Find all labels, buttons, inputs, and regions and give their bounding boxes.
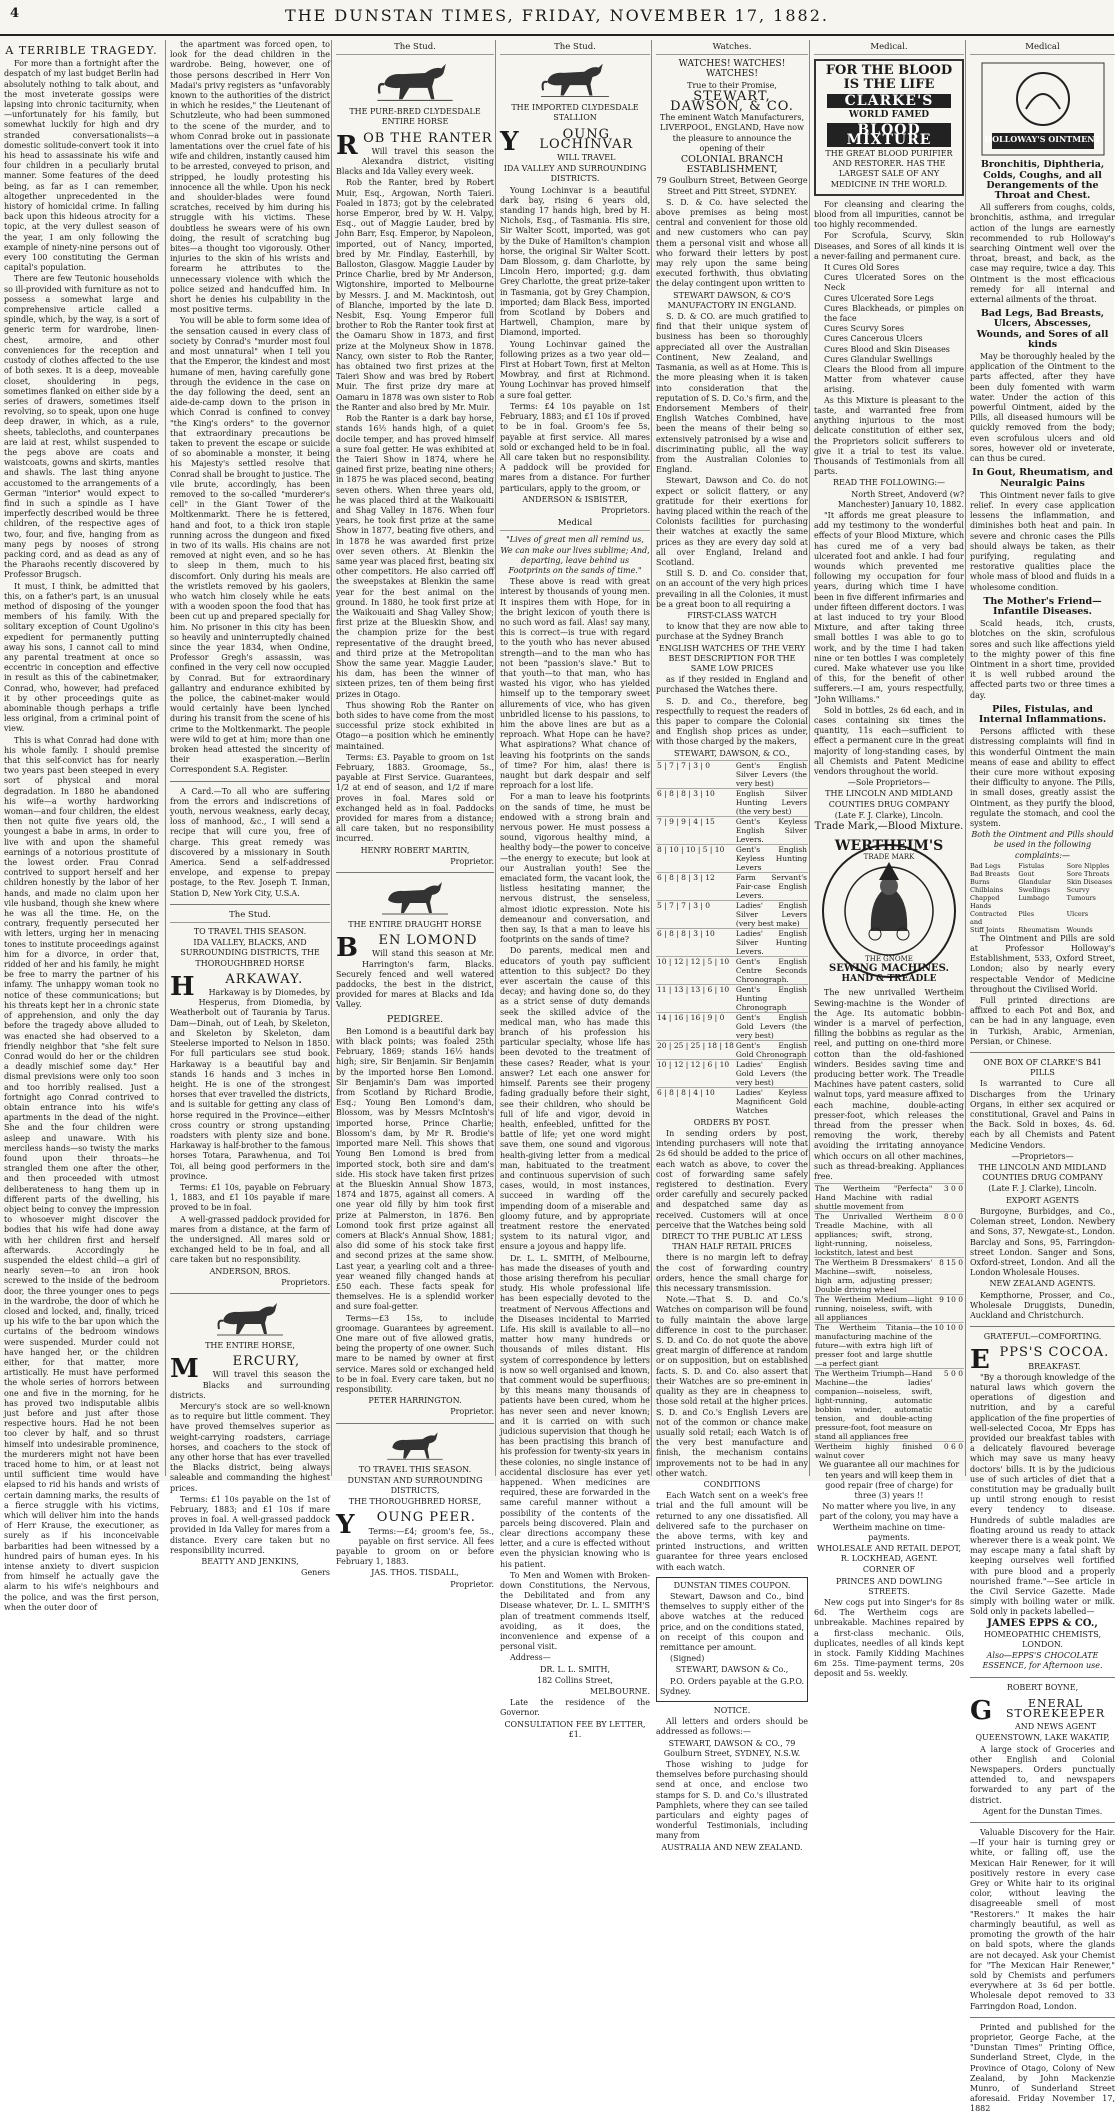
advertiser-signature: HENRY ROBERT MARTIN, (360, 845, 470, 855)
machine-row (814, 1295, 964, 1323)
horse-route: Will travel this season the Alexandra district, visiting Blacks and Ida Valley every week. (336, 146, 494, 177)
purifier-line: THE GREAT BLOOD PURIFIER AND RESTORER. HAS THE LARGEST SALE OF ANY MEDICINE IN THE WORLD. (825, 149, 953, 189)
coupon-po: P.O. Orders payable at the G.P.O. Sydney. (660, 1676, 804, 1696)
clarke-pills-heading: ONE BOX OF CLARKE'S B41 PILLS (983, 1058, 1102, 1078)
machine-price: 5 0 0 (933, 1369, 964, 1442)
ad-paragraph: May be thoroughly healed by the application of the Ointment to the parts affected, after they have been duly fomented with warm water. Under the action of this powerful Ointment, aided by the Pills, all diseased humours will be quickly removed from the body; even scrofulous ulcers and old sores, however old or inveterate, can thus be cured. (970, 352, 1115, 464)
signature-suffix: Geners (301, 1568, 330, 1578)
complaint-item: Scurvy (1066, 885, 1090, 894)
agent-line: Agent for the Dunstan Times. (982, 1806, 1103, 1816)
travel-line: TO TRAVEL THIS SEASON. (193, 927, 307, 937)
cure-item: Cures Cancerous Ulcers (824, 334, 923, 344)
ad-paragraph: This Ointment never fails to give relief. In every case application lessens the inflammation, and diminishes both heat and pain. In severe and chronic cases the Pills should always be taken, as their purifying, regulating and restorative qualities place the whole mass of blood and fluids in a wholesome condition. (970, 490, 1115, 592)
ad-paragraph: Valuable Discovery for the Hair.—If your hair is turning grey or white, or falling off, use the Mexican Hair Renewer, for it will positively restore in every case Grey or White hair to its original color, without leaving the disagreeable smell of most "Restorers." It makes the hair charmingly beautiful, as well as promoting the growth of the hair on bald spots, where the glands are not decayed. Ask your Chemist for "The Mexican Hair Renewer," sold by Chemists and perfumers everywhere at 3s 6d per bottle. Wholesale depot removed to 33 Farringdon Road, London. (970, 1828, 1115, 2011)
price-figures: 10 | 12 | 12 | 6 | 10 (656, 1059, 735, 1087)
complaint-item: Sore Nipples (1066, 861, 1110, 870)
horse-name-lochinvar: Y OUNG LOCHINVAR (500, 126, 634, 157)
horse-name-peer: Y OUNG PEER. (336, 1510, 476, 1541)
article-paragraph: There are few Teutonic households so ill-provided with furniture as not to possess a somewhat large and comprehensive article called a spindle, which, by the way, is a sort of generic term for wardrobe, linen-chest, armoire, and other conveniences for the reception and custody of clothes affected to the use of both sexes. It is a deep, moveable closet, shouldering in pegs, sometimes flanked on either side by a series of drawers, sometimes itself revolving, so to speak, upon one huge deep drawer, in which, as a rule, sheets, tablecloths, and counterpanes are laid at rest, whilst suspended to the pegs above are coats and waistcoats, gowns and skirts, mantles and shawls. The last thing anyone accustomed to the arrangements of a German "interior" would expect to find in such a spindle as I have imperfectly described would be three children, of the respective ages of two, four, and five, hanging from as many pegs by nooses of strong packing cord, and as dead as any of the Pharaohs recently discovered by Professor Brugsch. (4, 274, 159, 580)
doctor-name: DR. L. L. SMITH, (539, 1664, 610, 1674)
wertheim-emblem (814, 836, 964, 984)
horse-description: Rob the Ranter, bred by Robert Muir, Esq., Argowan, North Taieri. Foaled in 1873; got by the celebrated horse Emperor, bred by W. H. Valpy, Esq., out of Maggie Lauder, bred by John Barr, Esq. Emperor, by Napoleon, imported, out of Nancy, imported, bred by Mr. Findlay, Easterhill, by Balloston, Glasgow. Maggie Lauder by Prince Charlie, bred by Mr Anderson, Wigtonshire, imported to Melbourne by Messrs. J. and M. Mackintosh, out of Blanche, imported by the late D. Nesbit, Esq. Young Emperor full brother to Rob the Ranter took first at the Oamaru Show in 1873, and first prize at the Molyneux Show in 1878. Nancy, own sister to Rob the Ranter, has obtained two first prizes at the Taieri Show and was bred by Robert Muir. The first prize dry mare at Oamaru in 1878 was own sister to Rob the Ranter and also bred by Mr. Muir. (336, 178, 494, 412)
price-figures: 20 | 25 | 25 | 18 | 18 (656, 1040, 735, 1059)
guarantee-line: We guarantee all our machines for ten years and will keep them in good repair (free of charge) for three (3) years !! (818, 1460, 960, 1500)
ad-paragraph: A large stock of Groceries and other English and Colonial Newspapers. Orders punctually attended to, and newspapers forwarded to any part of the district. (970, 1744, 1115, 1805)
complaint-item: Glandular (1018, 877, 1052, 886)
blood-mixture-brand: BLOOD MIXTURE (827, 123, 951, 147)
complaint-item: Rheumatism (1018, 925, 1060, 934)
horse-intro: THE PURE-BRED CLYDESDALE ENTIRE HORSE (349, 107, 481, 127)
complaint-item: Burns (970, 877, 990, 886)
complaint-item: Sore Throats (1066, 869, 1110, 878)
lincoln-location: (Late F. J. Clarke), Lincoln. (988, 1184, 1097, 1194)
cure-item: Cures Ulcerated Sore Legs (824, 293, 934, 303)
ad-paragraph: Each Watch sent on a week's free trial and the full amount will be returned to any one dissatisfied. All delivered safe to the purchaser on the above terms, with key and printed instructions, and written guarantee for three years enclosed with each watch. (656, 1491, 808, 1572)
address-label: Address— (510, 1653, 551, 1663)
complaint-item: Gout (1018, 869, 1035, 878)
horse-route: Will stand this season at Mr. Harrington's farm, Blacks. Securely fenced and well watered paddocks, the best in the district, provided for mares at Blacks and Ida Valley. (336, 949, 494, 1010)
holloway-emblem (970, 59, 1115, 156)
horse-name-harkaway: H ARKAWAY. (170, 971, 304, 1002)
ad-paragraph: Burgoyne, Burbidges, and Co., Coleman street, London. Newbery and Sons, 37, Newgate-st., London. Barclay and Sons, 95, Farringdon-street London. Sanger and Sons, Oxford-street, London. And all the London Wholesale Houses. (970, 1206, 1115, 1278)
corner-label: CORNER OF (862, 1565, 916, 1575)
cure-item: Cures Blackheads, or pimples on the face (824, 303, 964, 324)
watch-description: Gent's English Silver Levers (the very best) (735, 760, 807, 788)
article-paragraph: For more than a fortnight after the despatch of my last budget Berlin had absolutely nothing to talk about, and the most inveterate gossips were lapsing into chronic taciturnity, when—unfortunately for his family, but somewhat luckily for high and dry stranded conversationalists—a domestic solitude-convert took it into his head to assassinate his wife and four children in a peculiarly brutal manner. Some features of the deed being, as far as I can remember, altogether unprecedented in the history of homicidal crime. In falling back upon this hideous atrocity for a topic, at the very dullest season of the year, I am only following the example of ninety-nine persons out of every 100 constituting the German capital's population. (4, 59, 159, 273)
article-paragraph: For a man to leave his footprints on the sands of time, he must be endowed with a strong brain and nervous power. He must possess a sound, vigorous healthy mind, a healthy body—the power to conceive—the energy to execute; but look at our Australian youth! See the emaciated form, the vacant look, the listless hesitating manner, the nervous distrust, the senseless, almost idiotic expression. Note his demeanour and conversation, and then say, Is that a man to leave his footprints on the sands of time? (500, 792, 650, 945)
ad-paragraph: S. D. & CO. are much gratified to find that their unique system of business has been so thoroughly appreciated all over the Australian Continent, New Zealand, and Tasmania, as well as at Home. This is the more pleasing when it is taken into consideration that the reputation of S. D. Co.'s firm, and the Endorsement Members of their English Watches Combined, have been the means of their being so extensively patronised by a wise and discriminating public, all the way from the Australian Colonies to England. (656, 312, 808, 475)
price-row (656, 984, 808, 1012)
horse-intro: THE ENTIRE DRAUGHT HORSE (348, 920, 482, 930)
complaint-item: Lumbago (1018, 893, 1050, 902)
storekeeper-title: G ENERAL STOREKEEPER (970, 1695, 1106, 1726)
watch-description: Ladies' Keyless Magnificent Gold Watches (735, 1087, 807, 1115)
horse-icon (375, 59, 455, 103)
watch-description: Gent's Keyless English Silver Levers. (735, 816, 807, 844)
price-row (656, 844, 808, 872)
watch-description: Farm Servant's Fair-case English Levers. (735, 872, 807, 900)
cure-item: Cures Blood and Skin Diseases (824, 344, 950, 354)
horse-description: Young Lochinvar is a beautiful dark bay, rising 6 years old, standing 17 hands high, bred by H. Nichols, Esq., of Tasmania. His sire, Sir Walter Scott, imported, was got by the Duke of Hamilton's champion horse, the original Sir Walter Scott. Dam Blossom, g. dam Charlotte, by Lincoln Hero, imported; g.g. dam Grey Charlotte, the great prize-taker in Tasmania, got by Grey Champion, imported; dam Black Bess, imported from Scotland by Dobers and Hartwell, Champion, mare by Diamond, imported. (500, 185, 650, 338)
ad-paragraph: "By a thorough knowledge of the natural laws which govern the operations of digestion and nutrition, and by a careful application of the fine properties of well-selected Cocoa, Mr Epps has provided our breakfast tables with a delicately flavoured beverage which may save us many heavy doctors' bills. It is by the judicious use of such articles of diet that a constitution may be gradually built up until strong enough to resist every tendency to disease. Hundreds of subtle maladies are floating around us ready to attack wherever there is a weak point. We may escape many a fatal shaft by keeping ourselves well fortified with pure blood and a properly nourished frame."—See article in the Civil Service Gazette. Made simply with boiling water or milk. Sold only in packets labelled— (970, 1372, 1115, 1617)
time-payment-line: No matter where you live, in any part of the colony, you may have a Wertheim machine on time-payments. (819, 1502, 959, 1542)
machine-price: 3 0 0 (933, 1184, 964, 1212)
ad-paragraph: Persons afflicted with these distressing complaints will find in this wonderful Ointment the main means of ease and ability to effect their cure more without exposing their difficulty to anyone. The Pills, in small doses, greatly assist the Ointment, as they purify the blood, regulate the stomach, and cool the system. (970, 727, 1115, 828)
gnome-label: THE GNOME (865, 954, 913, 963)
machine-price-table (814, 1183, 964, 1460)
epps-subtitle: HOMEOPATHIC CHEMISTS, LONDON. (983, 1629, 1102, 1650)
read-following: READ THE FOLLOWING:— (832, 478, 946, 488)
section-header: The Stud. (500, 42, 650, 55)
horse-intro: THE THOROUGHBRED HORSE, (348, 1497, 482, 1507)
divider (336, 872, 494, 873)
horse-description: Young Lochinvar gained the following prizes as a two year old—First at Hobart Town, first at Melton Mowbray, and first at Richmond. Young Lochinvar has proved himself a sure foal getter. (500, 339, 650, 400)
machine-row (814, 1212, 964, 1258)
complaint-item: Bad Legs (970, 861, 1001, 870)
section-header: Medical (970, 42, 1115, 55)
watch-description: Gent's English Hunting Chronograph (735, 984, 807, 1012)
ad-paragraph: Full printed directions are affixed to each Pot and Box, and can be had in any language, even in Turkish, Arabic, Armenian, Persian, or Chinese. (970, 996, 1115, 1046)
advertiser-signature: JAS. THOS. TISDALL, (371, 1568, 459, 1578)
column-6 (809, 40, 964, 1679)
price-row (656, 900, 808, 928)
article-paragraph: To Men and Women with Broken-down Constitutions, the Nervous, the Debilitated and from any Disease whatever, Dr. L. L. SMITH'S plan of treatment commends itself, avoiding, as it does, the inconvenience and expense of a personal visit. (500, 1570, 650, 1652)
column-5 (651, 40, 808, 1852)
breakfast-label: BREAKFAST. (1028, 1361, 1081, 1371)
ad-paragraph: Note.—That S. D. and Co.'s Watches on comparison will be found to fully maintain the above large difference in cost to the purchaser. S. D. and Co. do not quote the above great margin of difference at random or on supposition, but on established facts. S. D. and Co. also assert that their Watches are so pre-eminent in quality as they are in cheapness to those sold retail at the higher prices. S. D. and Co.'s English Levers are not of the common or chance make usually sold retail; each Watch is of the very best manufacture and finish, the mechanism contains improvements not to be had in any other watch. (656, 1295, 808, 1478)
world-famed: WORLD FAMED (848, 110, 930, 121)
divider (170, 781, 330, 782)
section-header: The Stud. (336, 42, 494, 55)
article-paragraph: This is what Conrad had done with his whole family. I should premise that this self-convict has for nearly two years past been steeped in every sort of physical and moral degradation. In 1880 he abandoned his wife—a worthy hardworking woman—and four children, the eldest then not quite five years old, the youngest a babe in arms, in order to live with and upon the shameful earnings of a notorious prostitute of the lowest order. Frau Conrad contrived to support herself and her children honestly by the labor of her hands, and made no claim upon her vile husband, though she knew where he was all the time. He, on the contrary, frequently persecuted her with letters, urging her in menacing tones to institute proceedings against him for a divorce, in order that, ridded of her and his family, he might be free to marry the partner of his infamy. The unhappy woman took no notice of these communications; but his threats kept her in a chronic state of apprehension, and only the day before the tragedy above alluded to was enacted she had observed to a friendly neighbor that "she felt sure Conrad would do her or the children a deadly mischief some day." Her dismal previsions were only too soon and too horribly realised. Just a fortnight ago Conrad contrived to obtain entrance into his wife's apartments in the dead of the night. She and the four children were asleep and unaware. With his merciless hands—so twisty the marks found upon their throats—he strangled them one after the other, and then proceeded with utmost deliberateness to hang them up in different parts of the dwelling, his object being to convey the impression to whosoever might discover the bodies that his wife had done away with her children first and herself afterwards. Accordingly he suspended the eldest child—a girl of nearly seven—to an iron hook screwed to the inside of the bedroom door, the three younger ones to pegs in the wardrobe, the door of which he closed and locked, and, finally, triced up his wife to the bar upon which the curtains of the bedroom windows were suspended. Murder could not have hanged her, or the children either, for that matter, more artistically. He must have performed the whole series of horrors between one and five in the morning, for he has proved two indisputable alibis just before and just after those respective hours. Had he not been too clever by half, and so thrust himself into undesirable prominence, the murderers might not have been traced home to him, or at least not until sufficient time would have elapsed to rid his hands and wrists of certain damning marks, the results of a fierce struggle with his victims, which will deliver him into the hands of Herr Krause, the executioner, as surely as if his inconceivable barbarities had been witnessed by a hundred pairs of human eyes. In his intense anxiety to divert suspicion from himself he actually gave the alarm to his wife's neighbours and the police, and was the first person, when the outer door of (4, 735, 159, 1612)
complaint-item: Fistulas (1018, 861, 1045, 870)
ad-paragraph: as if they resided in England and purchased the Watches there. (656, 675, 808, 695)
price-row (656, 956, 808, 984)
cure-item: Cures Ulcerated Sores on the Neck (824, 273, 964, 293)
price-table-header: STEWART, DAWSON, & CO., (673, 748, 791, 758)
price-row (656, 788, 808, 816)
ad-paragraph: All letters and orders should be addressed as follows:— (656, 1717, 808, 1737)
travel-line: WILL TRAVEL (557, 153, 616, 163)
machine-price: 8 0 0 (933, 1212, 964, 1258)
consultation-fee: CONSULTATION FEE BY LETTER, £1. (504, 1719, 646, 1739)
complaint-item: Piles (1018, 909, 1035, 918)
divider (170, 904, 330, 905)
notice-heading: NOTICE. (713, 1705, 751, 1715)
machine-row (814, 1258, 964, 1295)
cures-list (814, 263, 964, 396)
price-table (656, 760, 808, 1115)
complaint-item: Chilblains (970, 885, 1004, 894)
horse-intro: THE IMPORTED CLYDESDALE STALLION (511, 103, 639, 123)
ad-note: Both the Ointment and Pills should be used in the following complaints:— (971, 830, 1114, 860)
watch-description: Gent's English Centre Seconds Chronograph. (735, 956, 807, 984)
ad-paragraph: For cleansing and clearing the blood from all impurities, cannot be too highly recommended. (814, 199, 964, 230)
cure-item: Cures Glandular Swellings (824, 354, 933, 364)
testimonial: "It affords me great pleasure to add my testimony to the wonderful effects of your Blood Mixture, which has cured me of a very bad ulcerated foot and ankle. I had four wounds which prevented me following my occupation for four years, during which time I have been in five different infirmaries and under fifteen different doctors. I was at last induced to try your Blood Mixture, and after taking three small bottles I was able to go to work, and by the time I had taken nine or ten bottles I was completely cured. Make whatever use you like of this, for the benefit of other sufferers.—I am, yours respectfully, "John Williams." (814, 510, 964, 704)
horse-paddock: A well-grassed paddock provided for mares from a distance, at the farm of the undersigned. All mares sold or exchanged held to be in foal, and all care taken but no responsibility. (170, 1214, 330, 1265)
price-figures: 6 | 8 | 8 | 3 | 10 (656, 788, 735, 816)
proprietor-label: Proprietor. (450, 1407, 494, 1417)
machine-price: 9 10 0 (933, 1295, 964, 1323)
ad-paragraph: Still S. D. and Co. consider that, on an account of the very high prices prevailing in all the Colonies, it must be a great boon to all requiring a (656, 569, 808, 609)
notice-address: STEWART, DAWSON & CO., 79 Goulburn Street, SYDNEY, N.S.W. (663, 1738, 801, 1758)
complaint-item: Skin Diseases (1066, 877, 1113, 886)
machine-price: 8 15 0 (933, 1258, 964, 1295)
first-class-heading: FIRST-CLASS WATCH (687, 610, 777, 620)
horse-name-rob: ROB THE RANTER (336, 130, 493, 161)
branch-address: 79 Goulburn Street, Between George Street and Pitt Street, SYDNEY. (656, 176, 808, 196)
nz-heading: NEW ZEALAND AGENTS. (989, 1279, 1096, 1289)
ad-paragraph: Stewart, Dawson and Co. do not expect or solicit flattery, or any gratitude for their exertions for having placed within the reach of the Colonists facilities for purchasing their watches at exactly the same prices as they are every day sold at all over England, Ireland and Scotland. (656, 476, 808, 567)
price-figures: 10 | 12 | 12 | 5 | 10 (656, 956, 735, 984)
horse-name-ben: B EN LOMOND (336, 933, 478, 964)
conditions-heading: CONDITIONS (703, 1479, 761, 1489)
divider (970, 1822, 1115, 1823)
ad-subhead: Piles, Fistulas, and Internal Inflammations. (978, 703, 1107, 725)
lincoln-location: (Late F. J. Clarke), Lincoln. (834, 810, 944, 820)
page-number: 4 (10, 6, 20, 21)
advertiser-signature: PETER HARRINGTON. (368, 1396, 462, 1406)
horse-description: Thus showing Rob the Ranter on both sides to have come from the most successful prize stock exhibited in Otago—a position which he eminently maintained. (336, 700, 494, 751)
machine-name: The Wertheim "Perfecta" Hand Machine with radial shuttle movement from (815, 1184, 933, 1212)
ad-paragraph: to know that they are now able to purchase at the Sydney Branch (656, 622, 808, 642)
masthead (0, 0, 1114, 36)
classified-ad: A Card.—To all who are suffering from the errors and indiscretions of youth, nervous weakness, early decay, loss of manhood, &c., I will send a recipe that will cure you, free of charge. This great remedy was discovered by a missionary in South America. Send a self-addressed envelope, and expense to prepay postage, to the Rev. Joseph T. Inman, Station D, New York City, U.S.A. (170, 786, 330, 898)
watch-description: Gent's English Keyless Hunting Levers (735, 844, 807, 872)
branch-heading: COLONIAL BRANCH ESTABLISHMENT, (680, 154, 784, 176)
horse-terms: Terms: £3. Payable to groom on 1st February, 1883. Groomage, 5s., payable at First Service. Guarantees, 1/2 at end of season, and 1/2 if mare proves in foal. Mares sold or exchanged held as in foal. Paddocks provided for mares from a distance; all care taken, but no responsibility incurred. (336, 752, 494, 844)
ad-paragraph: there is no margin left to defray the cost of forwarding country orders, hence the small charge for this necessary transmission. (656, 1253, 808, 1294)
price-row (656, 816, 808, 844)
coupon-signed: (Signed) (670, 1654, 705, 1664)
price-row (656, 1087, 808, 1115)
divider (170, 1293, 330, 1294)
wertheim-brand: WERTHEIM'S (834, 838, 944, 855)
australia-line: AUSTRALIA AND NEW ZEALAND. (661, 1842, 803, 1852)
article-paragraph: You will be able to form some idea of the sensation caused in every class of society by Conrad's "murder most foul and most unnatural" when I tell you that the Emperor, the kindest and most humane of men, having carefully gone through the evidence in the case on the day following the deed, sent an aide-de-camp down to the prison in which Conrad is confined to convey "the King's orders" to the governor that extraordinary precautions be taken to prevent the escape or suicide of so abominable a monster, it being his Majesty's settled resolve that Conrad shall be brought to justice. The vile brute, accordingly, has been removed to the so-called "murderer's cell" in the Giant Tower of the Moltkenmarkt. There he is fettered, hand and foot, to a thick iron staple running across the dungeon and fixed in two of its walls. His chains are not removed at night even, and so he has to sleep in them, much to his discomfort. Only during his meals are the wristlets removed by his gaolers, who watch him closely while he eats with a wooden spoon the food that has been cut up and prepared specially for him. No prisoner in this city has been so heavily and uninterruptedly chained since the year 1834, when Ondine, Professor Gregh's assassin, was confined in the very cell now occupied by Conrad. But for extraordinary gallantry and endurance exhibited by the police, the cabinet-maker would would certainly have been lynched during his transit from the scene of his crime to the Moltkenmarkt. The people were wild to get at him; more than one broken head attested the sincerity of their exasperation.—Berlin Correspondent S.A. Register. (170, 316, 330, 775)
watch-banner: WATCHES! WATCHES! WATCHES! (678, 59, 786, 80)
cure-item: Clears the Blood from all impure Matter from whatever cause arising. (824, 365, 964, 395)
column-3 (331, 40, 494, 1589)
complaints-grid (970, 862, 1115, 934)
lincoln-company: THE LINCOLN AND MIDLAND COUNTIES DRUG COMPANY (825, 789, 953, 809)
price-figures: 5 | 7 | 7 | 3 | 0 (656, 900, 735, 928)
price-row (656, 928, 808, 956)
ad-paragraph: The new unrivalled Wertheim Sewing-machine is the Wonder of the Age. Its automatic bobbin-winder is a marvel of perfection, filling the bobbins as regular as the reel, and putting on one-third more cotton than the old-fashioned winders. Besides saving time and producing better work. The Treadle Machines have patent casters, solid walnut tops, yard measure affixed to each machine, double-acting presser-foot, which releases the thread from the presser when removing the work, thereby avoiding the irritating annoyance which occurs on all other machines, such as thread-breaking. Appliances free. (814, 988, 964, 1182)
ad-subhead: The Mother's Friend—Infantile Diseases. (983, 595, 1102, 617)
machine-row (814, 1323, 964, 1369)
ad-paragraph: As this Mixture is pleasant to the taste, and warranted free from anything injurious to the most delicate constitution of either sex, the Proprietors solicit sufferers to give it a trial to test its value. Thousands of Testimonials from all parts. (814, 395, 964, 477)
complaint-item: Tumours (1066, 893, 1096, 902)
horse-terms: Terms: £1 10s, payable on February 1, 1883, and £1 10s payable if mare proved to be in foal. (170, 1182, 330, 1213)
price-figures: 6 | 8 | 8 | 4 | 10 (656, 1087, 735, 1115)
horse-route: Will travel this season the Blacks and surrounding districts. (170, 1370, 330, 1400)
horse-icon (380, 878, 450, 916)
machine-row (814, 1369, 964, 1442)
grateful-line: GRATEFUL—COMFORTING. (983, 1332, 1102, 1342)
divider (970, 2017, 1115, 2018)
section-header: Medical (500, 518, 650, 531)
direct-heading: DIRECT TO THE PUBLIC AT LESS THAN HALF RETAIL PRICES (661, 1232, 803, 1252)
horse-intro: THE ENTIRE HORSE, (205, 1340, 295, 1350)
horse-terms: Terms:—£4; groom's fee, 5s., payable on first service. All fees payable to groom on or before February 1, 1883. (336, 1526, 494, 1567)
price-figures: 14 | 16 | 16 | 9 | 0 (656, 1012, 735, 1040)
advertiser-signature: BEATTY AND JENKINS, (201, 1557, 299, 1567)
ad-paragraph: New cogs put into Singer's for 8s 6d. The Wertheim cogs are unbreakable. Machines repaired by a first-class mechanic. Oils, duplicates, needles of all kinds kept in stock. Family Kidding Machines 6m 25s. Time-payment terms, 20s deposit and 5s. weekly. (814, 1597, 964, 1679)
boyne-name: ROBERT BOYNE, (1006, 1682, 1079, 1692)
watch-description: Gent's English Gold Levers (the very best) (735, 1012, 807, 1040)
advertiser-signature: ANDERSON, BROS. (209, 1266, 291, 1276)
ad-subhead: Bad Legs, Bad Breasts, Ulcers, Abscesses, Wounds, and Sores of all kinds (976, 308, 1109, 350)
cure-item: It Cures Old Sores (824, 263, 900, 273)
travel-line: TO TRAVEL THIS SEASON. (358, 1464, 472, 1474)
divider (336, 1423, 494, 1424)
watch-description: Gent's English Gold Chronograph (735, 1040, 807, 1059)
epps-company: JAMES EPPS & CO., (987, 1617, 1098, 1629)
ad-subhead: Bronchitis, Diphtheria, Colds, Coughs, and all Derangements of the Throat and Chest. (980, 159, 1105, 202)
hand-treadle-label: HAND & TREADLE (841, 974, 937, 985)
watch-description: Ladies' English Silver Levers (very best make) (735, 900, 807, 928)
ad-paragraph: For Scrofula, Scurvy, Skin Diseases, and Sores of all kinds it is a never-failing and permanent cure. (814, 231, 964, 261)
factory-line: STEWART DAWSON, & CO'S MANUFACTORY IN ENGLAND. (667, 290, 797, 310)
epps-title: EPPS'S COCOA. (970, 1345, 1110, 1376)
ad-paragraph: Those wishing to judge for themselves before purchasing should send at once, and enclose two stamps for S. D. and Co.'s illustrated Pamphlets, where they can see tailed particulars and eighty pages of wonderful Testimonials, including many from (656, 1760, 808, 1841)
export-heading: EXPORT AGENTS (1005, 1195, 1080, 1205)
horse-description: Harkaway is by Diomedes, by Hesperus, from Diomedia, by Weatherbolt out of Taurania by Tarus. Dam—Dinah, out of Leah, by Skeleton, and Skeleton by Skeleton, dam Steelerse imported to Nelson in 1850. For full particulars see stud book. Harkaway is a beautiful bay and stands 16 hands and 3 inches in height. He is one of the strongest horses that ever travelled the districts, and is suitable for getting any class of horse required in the Province—either cross country or strong upstanding roadsters with plenty size and bone. Harkaway is half-brother to the famous horses Totara, Parawhenua, and Toi Toi, all being good performers in the province. (170, 988, 330, 1181)
queenstown-line: QUEENSTOWN, LAKE WAKATIP, (975, 1733, 1110, 1743)
ad-paragraph: All sufferers from coughs, colds, bronchitis, asthma, and irregular action of the lungs are earnestly recommended to rub Holloway's searching Ointment well over the throat, breast, and back, as the case may require, twice a day. This Ointment is the most efficacious remedy for all internal and external ailments of the throat. (970, 203, 1115, 305)
horse-terms: Terms: £1 10s payable on the 1st of February, 1883; and £1 10s if mare proves in foal. A well-grassed paddock provided in Ida Valley for mares from a distance. Every care taken but no responsibility incurred. (170, 1494, 330, 1555)
horse-icon (539, 59, 611, 99)
tagline: True to their Promise, (687, 80, 777, 90)
column-4 (495, 40, 651, 1739)
machine-price: 0 6 0 (933, 1442, 964, 1461)
complaint-item: Ulcers (1066, 909, 1089, 918)
ad-subhead: In Gout, Rheumatism, and Neuralgic Pains (972, 467, 1113, 489)
horse-description: Mercury's stock are so well-known as to require but little comment. They have proved themselves superior as weight-carrying roadsters, carriage horses, and coachers to the stock of any other horse that has ever travelled the Blacks district, being always saleable and commanding the highest prices. (170, 1401, 330, 1493)
section-header: Medical. (814, 42, 964, 55)
article-headline: A TERRIBLE TRAGEDY. (5, 44, 158, 57)
machine-name: The Unrivalled Wertheim Treadle Machine, with all appliances; swift, strong, light-running, noiseless, lockstitch, latest and best (815, 1212, 933, 1258)
doctor-street: 182 Collins Street, (537, 1675, 613, 1685)
horse-terms: Terms—£3 15s, to include groomage. Guarantees by agreement. One mare out of five allowed gratis, being the property of one owner. Such mare to be named by owner at first service. Mares sold or exchanged held to be in foal. Every care taken, but no responsibility. (336, 1313, 494, 1394)
proprietors-label: Proprietors. (281, 1277, 330, 1287)
horse-name-mercury: M ERCURY, (170, 1354, 301, 1385)
ad-paragraph: Scald heads, itch, crusts, blotches on the skin, scrofulous sores and such like affections yield to the mighty power of this fine Ointment in a short time, provided it is well rubbed around the affected parts two or three times a day. (970, 619, 1115, 700)
ad-paragraph: Is warranted to Cure all Discharges from the Urinary Organs, in either sex acquired or constitutional, Gravel and Pains in the Back. Sold in boxes, 4s. 6d. each by all Chemists and Patent Medicine Vendors. (970, 1079, 1115, 1150)
section-header: The Stud. (170, 910, 330, 923)
holloway-brand: HOLLOWAY'S OINTMENT (984, 134, 1101, 145)
depot-address: PRINCES AND DOWLING STREETS. (835, 1576, 943, 1596)
divider (970, 1326, 1115, 1327)
clarke-ad-box (814, 59, 964, 196)
watch-description: Ladies' English Gold Levers (the very best) (735, 1059, 807, 1087)
price-figures: 5 | 7 | 7 | 3 | 0 (656, 760, 735, 788)
article-paragraph: It must, I think, be admitted that this, on a father's part, is an unusual method of disposing of the younger members of his family. With the solitary exception of Count Ugolino's expedient for permanently putting away his sons, I cannot call to mind any parental treatment at once so eccentric in conception and effective in result as this of the cabinetmaker, Conrad, who, however, had prefaced it by other proceedings quite as abominable though perhaps a trifle less original, from a criminal point of view. (4, 581, 159, 734)
districts-line: IDA VALLEY, BLACKS, AND SURROUNDING DISTRICTS, THE THOROUGHBRED HORSE (180, 938, 320, 968)
watch-description: English Silver Hunting Levers (the very best) (735, 788, 807, 816)
horse-description: Rob the Ranter is a dark bay horse, stands 16½ hands high, of a quiet docile temper, and has proved himself a sure foal getter. He was exhibited at the Taieri Show in 1874, where he gained first prize, beating nine others; in 1875 he was placed second, beating seven others. When three years old, he was placed third at the Waikouaiti and Shag Valley in 1876. When four years, he took first prize at the same Show in 1877, beating five others, and in 1878 he was awarded first prize over seven others. At Blenkin the same year was placed first, beating six other competitors. He also carried off the sweepstakes at Blenkin the same year for the best animal on the ground. In 1880, he took first prize at the Waikouaiti and Shag Valley Show; first prize at the Blueskin Show, and the champion prize for the best representative of the draught breed, and third prize at the Metropolitan Show the same year. Maggie Lauder, his dam, has been the winner of sixteen prizes, ten of them being first prizes in Otago. (336, 414, 494, 699)
coupon-text: Stewart, Dawson and Co., bind themselves to supply either of the above watches at the reduced price, and on the conditions stated, on receipt of this coupon and remittance per amount. (660, 1591, 804, 1652)
ad-paragraph: In sending orders by post, intending purchasers will note that 2s 6d should be added to the price of each watch as above, to cover the cost of forwarding same safely registered to destination. Every order carefully and securely packed and despatched same day as received. Customers will at once perceive that the Watches being sold (656, 1129, 808, 1230)
complaint-item: Chapped Hands (970, 893, 1000, 910)
price-row (656, 1059, 808, 1087)
proprietor-label: Proprietor. (450, 1579, 494, 1589)
price-figures: 11 | 13 | 13 | 6 | 10 (656, 984, 735, 1012)
cure-item: Cures Scurvy Sores (824, 324, 904, 334)
complaint-item: Stiff Joints (970, 925, 1005, 934)
article-paragraph: These above is read with great interest by thousands of young men. It inspires them with Hope, for in the bright lexicon of youth there is no such word as fail. Alas! say many, this is correct—is true with regard to the youth who has never abused strength—and to the man who has not been "passion's slave." But to that youth—to that man, who has wasted his vigor, who has yielded himself up to the temporary sweet allurements of vice, who has given unbridled license to his passions, to him the above lines are but as a reproach. What Hope can he have? What aspirations? What chance of leaving his footprints on the sands of time? For him, alas! there is naught but dark despair and self reproach for a lost life. (500, 577, 650, 791)
trademark-line: Trade Mark,—Blood Mixture. (814, 821, 964, 833)
ad-paragraph: Kempthorne, Prosser, and Co., Wholesale Druggists, Dunedin, Auckland and Christchurch. (970, 1290, 1115, 1320)
masthead-title: THE DUNSTAN TIMES, FRIDAY, NOVEMBER 17, 1882. (285, 6, 829, 25)
horse-route: IDA VALLEY AND SURROUNDING DISTRICTS. (503, 164, 647, 184)
coupon-signature: STEWART, DAWSON & Co., (675, 1665, 789, 1675)
complaint-item: Swellings (1018, 885, 1051, 894)
blood-slogan: FOR THE BLOOD IS THE LIFE (825, 63, 953, 93)
machine-row (814, 1184, 964, 1212)
price-row (656, 760, 808, 788)
machine-name: Wertheim highly finished walnut cover (815, 1442, 933, 1461)
epps-also: Also—EPPS'S CHOCOLATE ESSENCE, for Afternoon use. (982, 1651, 1103, 1671)
english-watches-heading: ENGLISH WATCHES OF THE VERY BEST DESCRIPTION FOR THE SAME LOW PRICES (658, 643, 806, 673)
trade-mark-label: TRADE MARK (863, 852, 915, 861)
section-header: Watches. (656, 42, 808, 55)
article-paragraph: the apartment was forced open, to look for the dead children in the wardrobe. Being, however, one of those persons described in Herr Von Madai's privy registers as "unfavorably known to the authorities of the district in which he resides," the Lieutenant of Schutzleute, who had been summoned to the scene of the murder, and to whom Conrad broke out in passionate lamentations over the cruel fate of his wife and children, instantly caused him to be arrested, conveyed to prison, and stripped, he loudly protesting his innocence all the while. Upon his neck and shoulder-blades were found scratches, received by him during his struggle with his victims. These doubtless he swears were of his own doing, the result of scratching bug bites—a thought too vigorously. Other injuries to the skin of his wrists and forearm he attributes to the unnecessary violence with which the police seized and handcuffed him. In short he denies his culpability in the most positive terms. (170, 40, 330, 315)
price-row (656, 1012, 808, 1040)
machine-name: The Wertheim Titania—the manufacturing machine of the future—with extra high lift of presser foot and large shuttle—a perfect giant (815, 1323, 933, 1369)
horse-icon (215, 1299, 285, 1337)
price-figures: 7 | 9 | 9 | 4 | 15 (656, 816, 735, 844)
company-name: STEWART, DAWSON, & CO. (670, 88, 794, 115)
ad-paragraph: S. D. and Co., therefore, beg respectfully to request the readers of this paper to compare the Colonial and English shop prices as under, with those charged by the makers, (656, 696, 808, 747)
complaint-item: Bad Breasts (970, 869, 1010, 878)
divider (970, 1052, 1115, 1053)
sewing-machines-label: SEWING MACHINES. (829, 963, 949, 975)
price-figures: 6 | 8 | 8 | 3 | 10 (656, 928, 735, 956)
ad-paragraph: S. D. & Co. have selected the above premises as being most central and convenient for those old and new customers who can pay them a personal visit and whose all who forward their letters by post may rely upon the same being executed forthwith, thus obviating the delay contingent upon written to (656, 197, 808, 289)
company-intro: The eminent Watch Manufacturers, LIVERPOOL, ENGLAND, Have now the pleasure to announce the opening of their (659, 113, 804, 153)
doctor-city: MELBOURNE. (589, 1687, 650, 1697)
column-1 (4, 40, 159, 1612)
testimonial-location: North Street, Andoverd (w? Manchester) January 10, 1882. (837, 489, 964, 509)
article-paragraph: Dr. L. L. SMITH, of Melbourne, has made the diseases of youth and those arising therefrom his peculiar study. His whole professional life has been especially devoted to the treatment of Nervous Affections and the Diseases incidental to Married Life. His skill is available to all—no matter how many hundreds or thousands of miles distant. His system of correspondence by letters is now so well organised and known, that comment would be superfluous; by this means many thousands of patients have been cured, whom he has never seen and never known; and it is carried on with such judicious supervision that though he has been practising this branch of his profession for twenty-six years in these colonies, no single instance of accidental disclosure has ever yet happened. When medicines are required, these are forwarded in the same careful manner without a possibility of the contents of the parcels being discovered. Plain and clear directions accompany these letter, and a cure is effected without even the physician knowing who is his patient. (500, 1253, 650, 1569)
coupon-title: DUNSTAN TIMES COUPON. (673, 1580, 791, 1590)
clarke-brand: CLARKE'S (827, 94, 951, 108)
ad-paragraph: The Ointment and Pills are sold at Professor Holloway's Establishment, 533, Oxford Street, London; also by nearly every respectable Vendor of Medicine throughout the Civilised World. (970, 933, 1115, 994)
machine-price: 10 10 0 (933, 1323, 964, 1369)
proprietors-label: —Proprietors— (1011, 1151, 1074, 1161)
machine-name: The Wertheim B Dressmakers' Machine—swift, noiseless, high arm, adjusting presser; Double driving wheel (815, 1258, 933, 1295)
watch-description: Ladies' English Silver Hunting Levers. (735, 928, 807, 956)
machine-name: The Wertheim Medium—light running, noiseless, swift, with all appliances (815, 1295, 933, 1323)
poem-quote: "Lives of great men all remind us, We can make our lives sublime; And, departing, leave behind us Footprints on the sands of time." (500, 535, 650, 575)
price-figures: 8 | 10 | 10 | 5 | 10 (656, 844, 735, 872)
machine-name: The Wertheim Triumph—Hand Machine—the ladies' companion—noiseless, swift, light-running, automatic bobbin winder, automatic tension, and double-acting pressure-foot, foot measure on stand all appliances free (815, 1369, 933, 1442)
column-2 (165, 40, 330, 1578)
article-paragraph: Do parents, medical men and educators of youth pay sufficient attention to this subject? Do they ever ascertain the cause of this decay; and having done so, do they as a strict sense of duty demands seek the skilled advice of the medical man, who has made this branch of his profession his particular specialty, whose life has been devoted to the treatment of these cases? Reader, what is your answer? Let each one answer for himself. Parents see their progeny fading gradually before their sight, see their children, who should be full of life and vigor, devoid in health, enfeebled, unfitted for the battle of life; yet one word might save them, one sound and vigorous health-giving letter from a medical man, habituated to the treatment and continuous supervision of such cases, would, in most instances, succeed in warding off the impending doom of a miserable and gloomy future, and by appropriate treatment restore the enervated system to its natural vigor, and ensure a joyous and happy life. (500, 946, 650, 1252)
lincoln-company: THE LINCOLN AND MIDLAND COUNTIES DRUG COMPANY (978, 1163, 1107, 1183)
orders-heading: ORDERS BY POST. (693, 1117, 771, 1127)
news-agent: AND NEWS AGENT (1015, 1722, 1097, 1732)
proprietor-label: Proprietor. (450, 856, 494, 866)
advertiser-signature: ANDERSON & ISBISTER, (522, 494, 628, 504)
sole-proprietors: —Sole Proprietors— (847, 778, 931, 788)
horse-icon (385, 1429, 445, 1461)
horse-description: Ben Lomond is a beautiful dark bay with black points; was foaled 25th February, 1869; stands 16½ hands high; sire, Sir Benjamin. Sir Benjamin by the imported horse Ben Lomond. Sir Benjamin's Dam was imported from Scotland by Richard Brodie, Esq.; Young Ben Lomond's dam, Blossom, was by Messrs McIntosh's imported horse, Prince Charlie; Blossom's dam, by Mr R. Brodie's imported mare Nell. This shows that Young Ben Lomond is bred from imported stock, both sire and dam's side. His stock have taken first prizes at the Blueskin Annual Show 1873, 1874 and 1875, against all comers. A one year old filly by him took first prize at Palmerston, in 1876. Ben Lomond took first prize against all comers at Black's Annual Show, 1881; also did some of his stock take first and second prizes at the same show. Last year, a yearling colt and a three-year weaned filly changed hands at £50 each. These facts speak for themselves. He is a splendid worker and sure foal-getter. (336, 1026, 494, 1312)
depot-line: WHOLESALE AND RETAIL DEPOT, R. LOCKHEAD, AGENT. (816, 1543, 962, 1564)
horse-terms: Terms: £4 10s payable on 1st February, 1883; and £1 10s if proved to be in foal. Groom's fee 5s, payable at first service. All mares sold or exchanged held to be in foal. All care taken but no responsibility. A paddock will be provided for mares from a distance. For further particulars, apply to the groom, or (500, 401, 651, 493)
complaint-item: Contracted and (970, 909, 1007, 926)
coupon-box (656, 1577, 808, 1702)
complaint-item: Wounds (1066, 925, 1093, 934)
price-row (656, 872, 808, 900)
price-row (656, 1040, 808, 1059)
pedigree-heading: PEDIGREE. (386, 1013, 444, 1025)
doctor-note: Late the residence of the Governor. (500, 1698, 650, 1718)
divider (970, 1677, 1115, 1678)
printer-imprint: Printed and published for the proprietor, George Fache, at the "Dunstan Times" Printing Office, Sunderland Street, Clyde, in the Province of Otago, Colony of New Zealand, by John Mackenzie Munro, of Sunderland Street aforesaid. Friday November 17, 1882 (970, 2022, 1115, 2114)
machine-row (814, 1442, 964, 1461)
column-7 (965, 40, 1115, 2114)
ad-paragraph: Sold in bottles, 2s 6d each, and in cases containing six times the quantity, 11s each—sufficient to effect a permanent cure in the great majority of long-standing cases, by all Chemists and Patent Medicine vendors throughout the world. (814, 705, 964, 776)
proprietors-label: Proprietors. (601, 505, 650, 515)
price-figures: 6 | 8 | 8 | 3 | 12 (656, 872, 735, 900)
districts-line: DUNSTAN AND SURROUNDING DISTRICTS, (347, 1475, 483, 1495)
